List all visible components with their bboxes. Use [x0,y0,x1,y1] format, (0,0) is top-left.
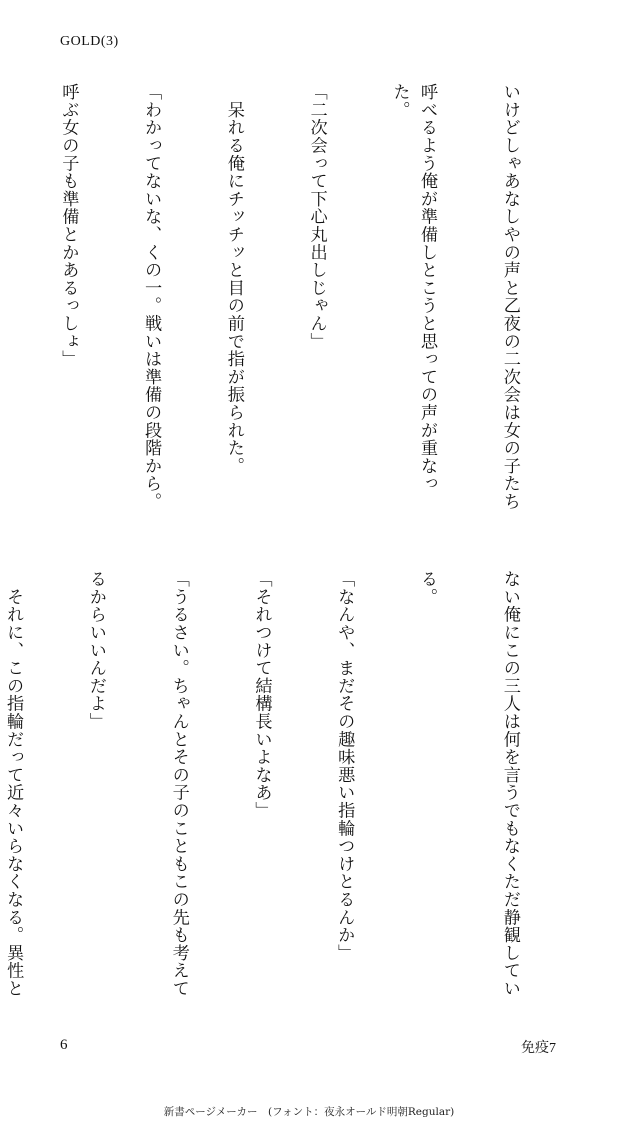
text-line: 呼ぶ女の子も準備とかあるっしょ」 [58,83,79,368]
footer-credit: 新書ページメーカー (フォント：夜永オールド明朝Regular) [163,1106,455,1118]
text-line: 「うるさい。ちゃんとその子のこともこの先も考えて [168,570,189,998]
text-line: るからいいんだよ」 [85,570,106,731]
text-line: 呆れる俺にチッチッと目の前で指が振られた。 [223,83,244,475]
text-line: ない俺にこの三人は何を言うでもなくただ静観してい [499,570,520,998]
text-line: 「それつけて結構長いよなあ」 [251,570,272,820]
vertical-text-block-lower [3,570,578,1014]
text-line: いけどしゃあなしやの声と乙夜の二次会は女の子たち [499,83,520,511]
page-header-title: GOLD(3) [60,34,119,49]
text-line: 「なんや、まだその趣味悪い指輪つけとるんか」 [334,570,355,962]
text-line: 呼べるよう俺が準備しとこうと思っての声が重なった。 [389,83,438,493]
text-line: る。 [417,570,438,606]
page-number: 6 [60,1037,68,1053]
running-subtitle: 免疫7 [521,1041,556,1056]
text-line: 「わかってないな、くの一。戦いは準備の段階から。 [141,83,162,511]
text-line: 「二次会って下心丸出しじゃん」 [306,83,327,350]
vertical-text-block-upper [58,83,578,527]
text-line: それに、この指輪だって近々いらなくなる。異性と [3,570,24,998]
